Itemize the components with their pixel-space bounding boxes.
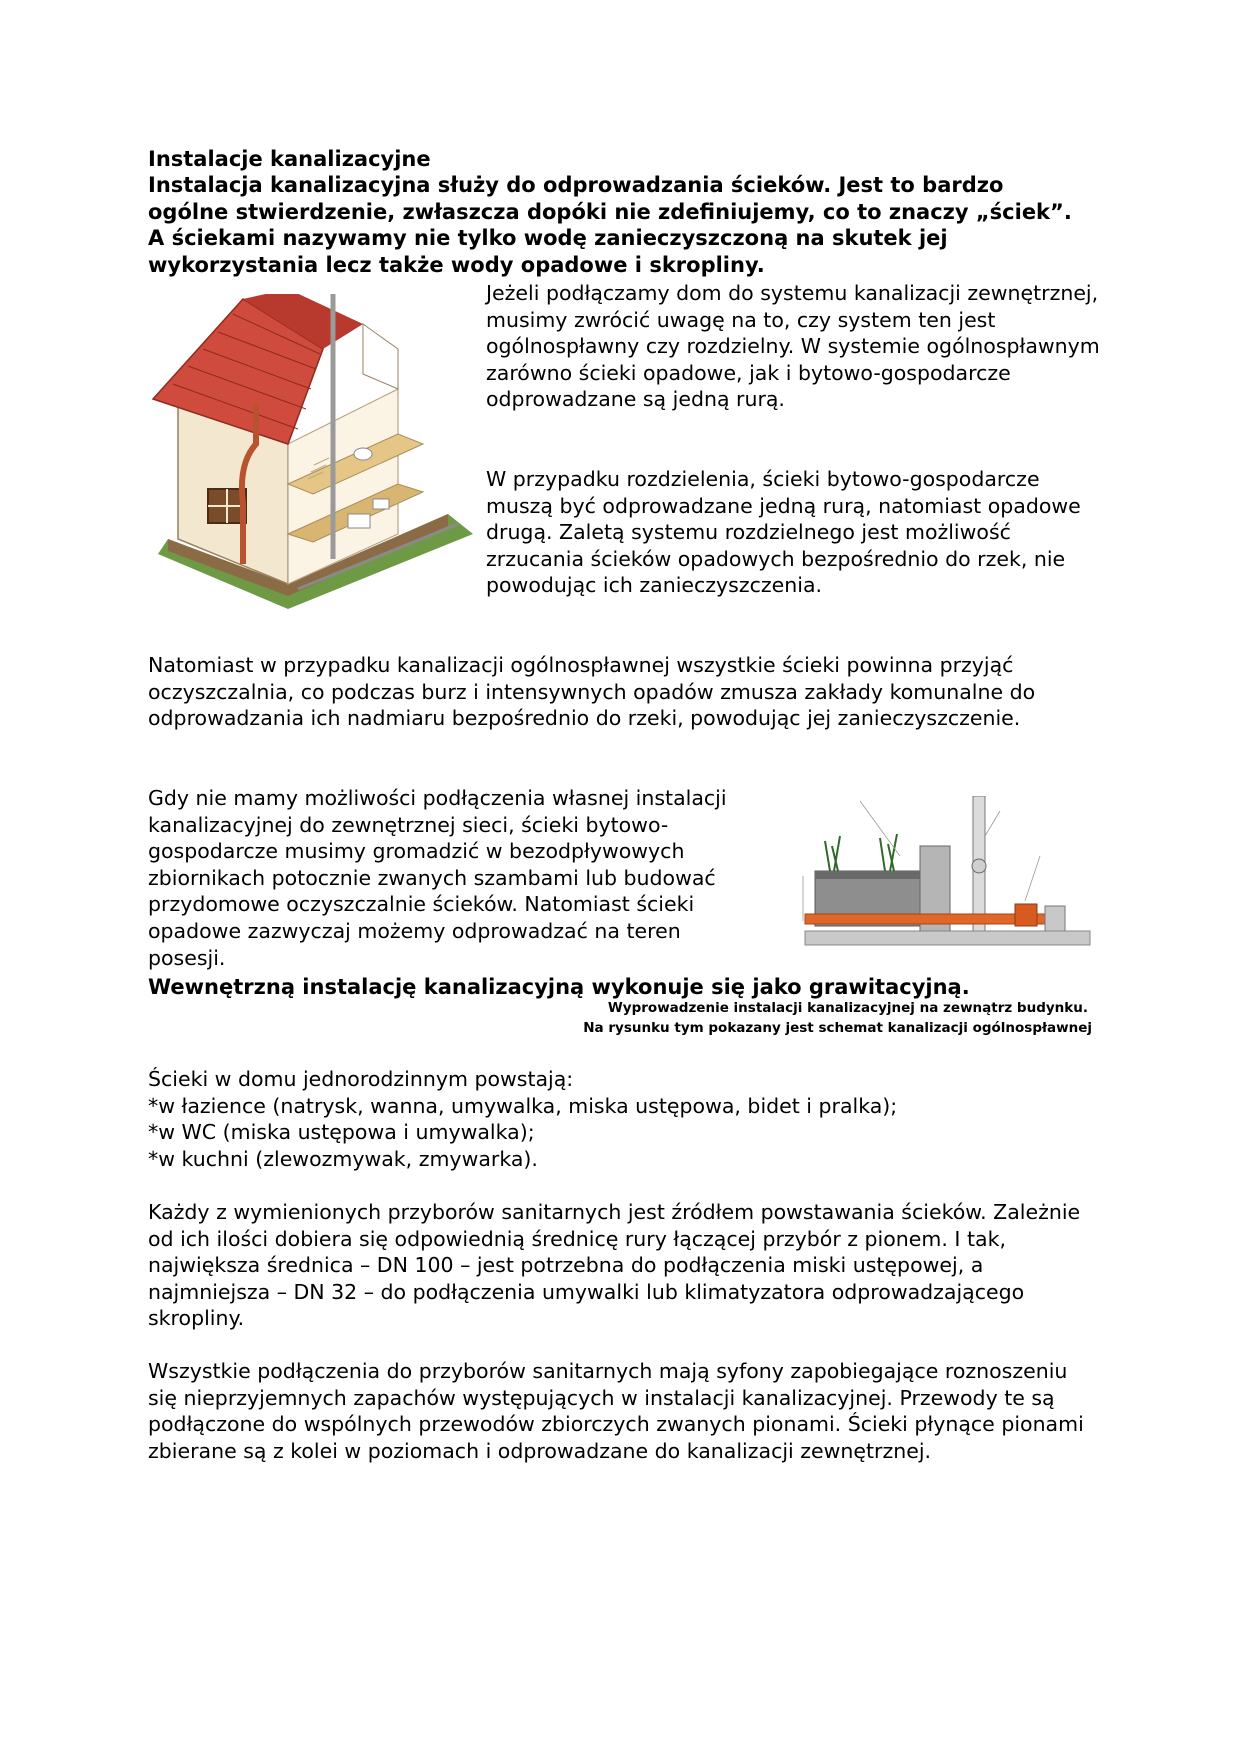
list-item: *w łazience (natrysk, wanna, umywalka, miska ustępowa, bidet i pralka); bbox=[148, 1093, 898, 1118]
paragraph-separate-system: W przypadku rozdzielenia, ścieki bytowo-gospodarcze muszą być odprowadzane jedną rurą, natomiast opadowe drugą. Zaletą systemu rozdzielnego jest możliwość zrzucania ścieków opadowych bezpośrednio do rzek, nie powodując ich zanieczyszczenia. bbox=[486, 467, 1081, 598]
intro-paragraph: Instalacja kanalizacyjna służy do odprowadzania ścieków. Jest to bardzo ogólne stwierdzenie, zwłaszcza dopóki nie zdefiniujemy, co to znaczy „ściek”. A ściekami nazywamy nie tylko wodę zanieczyszczoną na skutek jej wykorzystania lecz także wody opadowe i skropliny. bbox=[148, 173, 1072, 277]
washer bbox=[348, 514, 370, 528]
ground-slab bbox=[805, 931, 1090, 945]
list-item: *w WC (miska ustępowa i umywalka); bbox=[148, 1120, 535, 1145]
plants bbox=[825, 834, 897, 871]
figure-caption-line-2: Na rysunku tym pokazany jest schemat kanalizacji ogólnospławnej bbox=[583, 1020, 1092, 1036]
attic-gable bbox=[363, 324, 398, 389]
toilet-upper bbox=[354, 448, 372, 460]
list-intro: Ścieki w domu jednorodzinnym powstają: bbox=[148, 1067, 574, 1091]
paragraph-pipe-diameters: Każdy z wymienionych przyborów sanitarnych jest źródłem powstawania ścieków. Zależnie od ich ilości dobiera się odpowiednią średnicę rury łączącej przybór z pionem. I tak, największa średnica – DN 100 – jest potrzebna do podłączenia miski ustępowej, a najmniejsza – DN 32 – do podłączenia umywalki lub klimatyzatora odprowadzającego skropliny. bbox=[148, 1200, 1081, 1331]
house-cutaway-illustration bbox=[148, 294, 473, 614]
gravity-statement: Wewnętrzną instalację kanalizacyjną wykonuje się jako grawitacyjną. bbox=[148, 975, 970, 999]
paragraph-siphons: Wszystkie podłączenia do przyborów sanitarnych mają syfony zapobiegające roznoszeniu się nieprzyjemnych zapachów występujących w instalacji kanalizacyjnej. Przewody te są podłączone do wspólnych przewodów zbiorczych zwanych pionami. Ścieki płynące pionami zbierane są z kolei w poziomach i odprowadzane do kanalizacji zewnętrznej. bbox=[148, 1359, 1084, 1463]
list-item: *w kuchni (zlewozmywak, zmywarka). bbox=[148, 1146, 538, 1171]
sewer-outlet-diagram bbox=[800, 796, 1100, 956]
document-title: Instalacje kanalizacyjne bbox=[148, 147, 431, 171]
inspection-chamber bbox=[1015, 904, 1037, 926]
wastewater-sources-list bbox=[148, 1066, 897, 1172]
paragraph-no-connection: Gdy nie mamy możliwości podłączenia własnej instalacji kanalizacyjnej do zewnętrznej sieci, ścieki bytowo-gospodarcze musimy gromadzić w bezodpływowych zbiornikach potocznie zwanych szambami lub budować przydomowe oczyszczalnie ścieków. Natomiast ścieki opadowe zazwyczaj możemy odprowadzać na teren posesji. bbox=[148, 786, 727, 970]
paragraph-combined-system: Natomiast w przypadku kanalizacji ogólnospławnej wszystkie ścieki powinna przyjąć oczyszczalnia, co podczas burz i intensywnych opadów zmusza zakłady komunalne do odprowadzania ich nadmiaru bezpośrednio do rzeki, powodując jej zanieczyszczenie. bbox=[148, 653, 1036, 731]
paragraph-connection: Jeżeli podłączamy dom do systemu kanalizacji zewnętrznej, musimy zwrócić uwagę na to, czy system ten jest ogólnospławny czy rozdzielny. W systemie ogólnospławnym zarówno ścieki opadowe, jak i bytowo-gospodarcze odprowadzane są jedną rurą. bbox=[486, 281, 1100, 412]
figure-caption-line-1: Wyprowadzenie instalacji kanalizacyjnej na zewnątrz budynku. bbox=[607, 1000, 1088, 1016]
sink bbox=[373, 499, 389, 509]
